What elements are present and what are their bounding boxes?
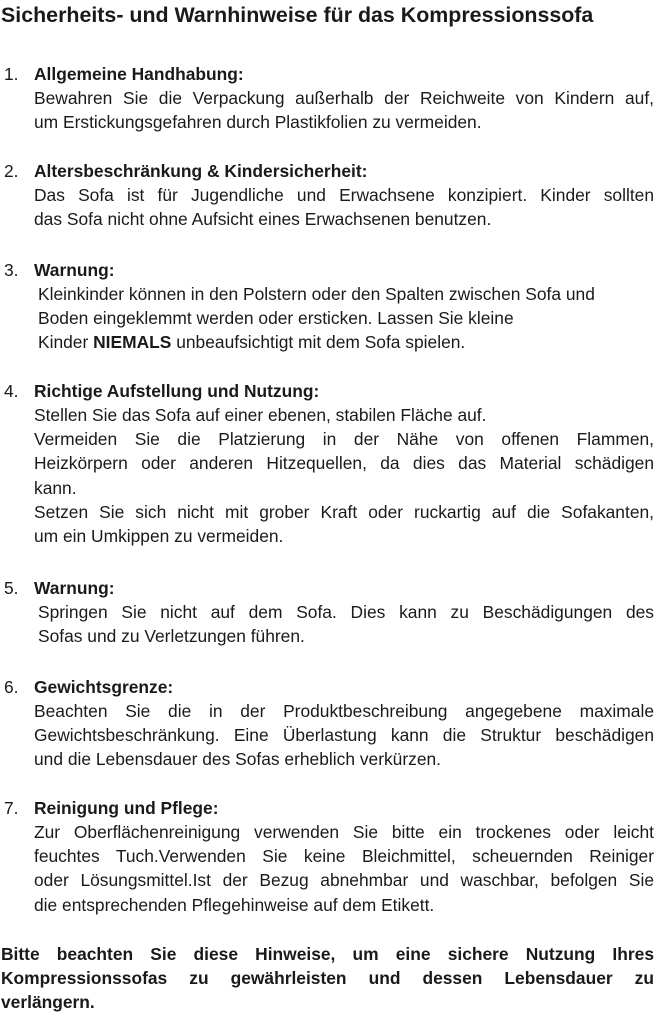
item-heading: Warnung: — [34, 260, 115, 280]
document-title: Sicherheits- und Warnhinweise für das Kompressionssofa — [1, 3, 594, 27]
text-line: Heizkörpern oder anderen Hitzequellen, da dies das Material schädigen — [34, 453, 654, 474]
item-text — [34, 86, 654, 134]
text-line: das Sofa nicht ohne Aufsicht eines Erwachsenen benutzen. — [34, 209, 492, 230]
item-text — [38, 282, 654, 355]
item-number: 5. — [4, 578, 19, 598]
text-line: feuchtes Tuch.Verwenden Sie keine Bleichmittel, scheuernden Reiniger — [34, 846, 654, 867]
text-line: Sofas und zu Verletzungen führen. — [38, 626, 305, 647]
text-line: Kleinkinder können in den Polstern oder den Spalten zwischen Sofa und — [38, 284, 595, 304]
text-run: Kinder — [38, 332, 94, 353]
item-heading: Richtige Aufstellung und Nutzung: — [34, 381, 320, 401]
text-line: Stellen Sie das Sofa auf einer ebenen, stabilen Fläche auf. — [34, 405, 487, 425]
text-line: Beachten Sie die in der Produktbeschreibung angegebene maximale — [34, 701, 654, 721]
text-line: oder Lösungsmittel.Ist der Bezug abnehmbar und waschbar, befolgen Sie — [34, 870, 654, 891]
item-heading: Warnung: — [34, 578, 115, 598]
item-text — [34, 699, 654, 772]
item-number: 1. — [4, 64, 19, 84]
text-line: um ein Umkippen zu vermeiden. — [34, 525, 284, 546]
closing-line: Kompressionssofas zu gewährleisten und dessen Lebensdauer zu — [1, 968, 654, 989]
text-line — [38, 330, 654, 354]
text-line: kann. — [34, 477, 77, 498]
item-text — [34, 403, 654, 548]
item-number: 6. — [4, 677, 19, 697]
item-heading: Allgemeine Handhabung: — [34, 64, 244, 84]
text-line: Zur Oberflächenreinigung verwenden Sie bitte ein trockenes oder leicht — [34, 822, 654, 842]
text-line: Setzen Sie sich nicht mit grober Kraft oder ruckartig auf die Sofakanten, — [34, 501, 654, 522]
item-number: 2. — [4, 161, 19, 181]
item-number: 4. — [4, 381, 19, 401]
item-heading: Reinigung und Pflege: — [34, 798, 219, 818]
text-line: Bewahren Sie die Verpackung außerhalb der Reichweite von Kindern auf, — [34, 88, 654, 108]
item-number: 7. — [4, 798, 19, 818]
text-line: und die Lebensdauer des Sofas erheblich verkürzen. — [34, 749, 442, 770]
item-number: 3. — [4, 260, 19, 280]
text-line: Vermeiden Sie die Platzierung in der Nähe von offenen Flammen, — [34, 429, 654, 450]
text-line: die entsprechenden Pflegehinweise auf dem Etikett. — [34, 894, 435, 915]
item-heading: Gewichtsgrenze: — [34, 677, 174, 697]
item-text — [38, 600, 654, 648]
text-line: Gewichtsbeschränkung. Eine Überlastung kann die Struktur beschädigen — [34, 725, 654, 746]
text-line: Das Sofa ist für Jugendliche und Erwachsene konzipiert. Kinder sollten — [34, 185, 654, 205]
item-text — [34, 820, 654, 917]
closing-note — [1, 942, 654, 1015]
text-run: unbeaufsichtigt mit dem Sofa spielen. — [171, 332, 466, 353]
closing-line: verlängern. — [1, 992, 95, 1013]
emphasis-niemals: NIEMALS — [93, 332, 172, 353]
text-line: Springen Sie nicht auf dem Sofa. Dies kann zu Beschädigungen des — [38, 602, 654, 622]
text-line: Boden eingeklemmt werden oder ersticken. Lassen Sie kleine — [38, 308, 514, 329]
closing-line: Bitte beachten Sie diese Hinweise, um eine sichere Nutzung Ihres — [1, 944, 654, 964]
item-text — [34, 183, 654, 231]
item-heading: Altersbeschränkung & Kindersicherheit: — [34, 161, 368, 181]
text-line: um Erstickungsgefahren durch Plastikfolien zu vermeiden. — [34, 112, 482, 133]
